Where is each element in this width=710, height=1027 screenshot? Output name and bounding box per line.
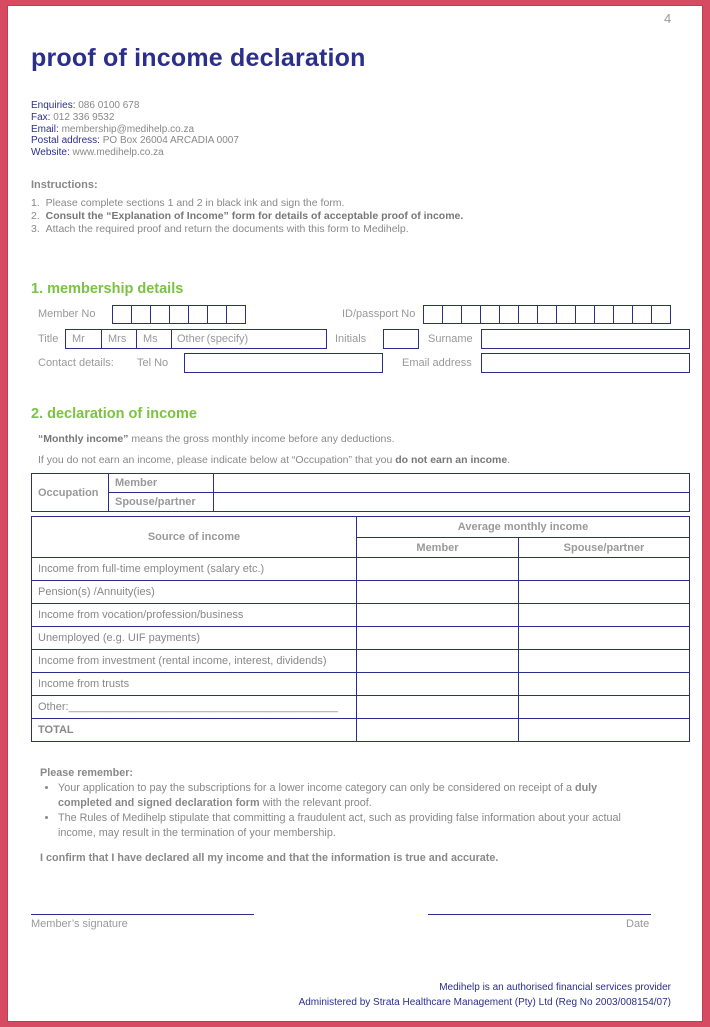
member-total-cell[interactable] xyxy=(357,719,519,742)
instruction-item: 3. Attach the required proof and return the documents with this form to Medihelp. xyxy=(31,223,409,235)
occupation-table xyxy=(31,473,690,512)
contact-website: Website: www.medihelp.co.za xyxy=(31,147,164,159)
no-income-note: If you do not earn an income, please indicate below at “Occupation” that you do not earn an income. xyxy=(38,454,511,466)
tel-no-field[interactable] xyxy=(184,353,383,373)
spouse-amount-cell[interactable] xyxy=(519,604,690,627)
page-title: proof of income declaration xyxy=(31,44,366,72)
section2-heading: 2. declaration of income xyxy=(31,406,197,422)
footer-admin-note: Administered by Strata Healthcare Management (Pty) Ltd (Reg No 2003/008154/07) xyxy=(298,997,671,1008)
title-mrs[interactable]: Mrs xyxy=(101,329,137,349)
section1-heading: 1. membership details xyxy=(31,281,184,297)
table-row: Income from vocation/profession/business xyxy=(32,604,690,627)
member-amount-cell[interactable] xyxy=(357,673,519,696)
average-monthly-income-header: Average monthly income xyxy=(357,517,690,538)
contact-enquiries: Enquiries: 086 0100 678 xyxy=(31,100,140,111)
table-row: Other:____________________________________________ xyxy=(32,696,690,719)
member-amount-cell[interactable] xyxy=(357,581,519,604)
contact-fax: Fax: 012 336 9532 xyxy=(31,111,115,123)
contact-details-label: Contact details: xyxy=(38,357,114,369)
instruction-item: 2. Consult the “Explanation of Income” form for details of acceptable proof of income. xyxy=(31,210,464,222)
footer-fsp-note: Medihelp is an authorised financial services provider xyxy=(439,982,671,993)
source-of-income-header: Source of income xyxy=(32,517,357,558)
member-signature-label: Member’s signature xyxy=(31,918,128,930)
date-line[interactable] xyxy=(428,914,651,915)
income-table xyxy=(31,516,690,742)
member-column-header: Member xyxy=(357,538,519,558)
table-row: Income from trusts xyxy=(32,673,690,696)
email-address-label: Email address xyxy=(402,357,472,369)
occupation-spouse-field[interactable] xyxy=(214,493,690,512)
instructions-list xyxy=(31,197,463,236)
remember-block xyxy=(40,766,645,866)
page-number: 4 xyxy=(664,11,672,26)
member-amount-cell[interactable] xyxy=(357,696,519,719)
instruction-item: 1. Please complete sections 1 and 2 in black ink and sign the form. xyxy=(31,197,345,209)
tel-no-label: Tel No xyxy=(137,357,169,369)
monthly-income-definition: “Monthly income” means the gross monthly income before any deductions. xyxy=(38,433,395,445)
title-options xyxy=(66,329,327,349)
surname-label: Surname xyxy=(428,333,473,345)
occupation-member-field[interactable] xyxy=(214,474,690,493)
title-label: Title xyxy=(38,333,59,345)
contact-postal: Postal address: PO Box 26004 ARCADIA 0007 xyxy=(31,135,239,147)
occupation-spouse-label: Spouse/partner xyxy=(109,493,214,512)
initials-field[interactable] xyxy=(383,329,419,349)
table-row: Income from investment (rental income, interest, dividends) xyxy=(32,650,690,673)
contact-email: Email: membership@medihelp.co.za xyxy=(31,123,195,135)
spouse-total-cell[interactable] xyxy=(519,719,690,742)
email-address-field[interactable] xyxy=(481,353,690,373)
occupation-member-label: Member xyxy=(109,474,214,493)
table-row: Unemployed (e.g. UIF payments) xyxy=(32,627,690,650)
member-amount-cell[interactable] xyxy=(357,627,519,650)
instructions-heading: Instructions: xyxy=(31,179,98,191)
spouse-amount-cell[interactable] xyxy=(519,558,690,581)
spouse-amount-cell[interactable] xyxy=(519,627,690,650)
date-label: Date xyxy=(626,918,650,930)
surname-field[interactable] xyxy=(481,329,690,349)
id-passport-field[interactable] xyxy=(424,305,671,324)
remember-item: • Your application to pay the subscriptions for a lower income category can only be considered on receipt of a duly completed and signed declaration form with the relevant proof. xyxy=(58,781,645,811)
spouse-amount-cell[interactable] xyxy=(519,673,690,696)
member-amount-cell[interactable] xyxy=(357,558,519,581)
total-row: TOTAL xyxy=(32,719,690,742)
form-page xyxy=(8,6,702,1021)
spouse-amount-cell[interactable] xyxy=(519,696,690,719)
table-row: Pension(s) /Annuity(ies) xyxy=(32,581,690,604)
title-other[interactable]: Other (specify) xyxy=(171,329,327,349)
table-row: Income from full-time employment (salary etc.) xyxy=(32,558,690,581)
contact-block xyxy=(31,100,239,159)
spouse-amount-cell[interactable] xyxy=(519,581,690,604)
remember-item: • The Rules of Medihelp stipulate that committing a fraudulent act, such as providing false information about your actual income, may result in the termination of your membership. xyxy=(58,811,645,841)
member-amount-cell[interactable] xyxy=(357,650,519,673)
id-passport-label: ID/passport No xyxy=(342,308,416,320)
title-ms[interactable]: Ms xyxy=(136,329,172,349)
occupation-label: Occupation xyxy=(32,474,109,512)
title-mr[interactable]: Mr xyxy=(65,329,102,349)
spouse-column-header: Spouse/partner xyxy=(519,538,690,558)
spouse-amount-cell[interactable] xyxy=(519,650,690,673)
initials-label: Initials xyxy=(335,333,367,345)
member-no-field[interactable] xyxy=(113,305,246,324)
member-amount-cell[interactable] xyxy=(357,604,519,627)
confirmation-statement: I confirm that I have declared all my income and that the information is true and accurate. xyxy=(40,852,499,864)
member-signature-line[interactable] xyxy=(31,914,254,915)
member-no-label: Member No xyxy=(38,308,96,320)
remember-heading: Please remember: xyxy=(40,767,134,779)
